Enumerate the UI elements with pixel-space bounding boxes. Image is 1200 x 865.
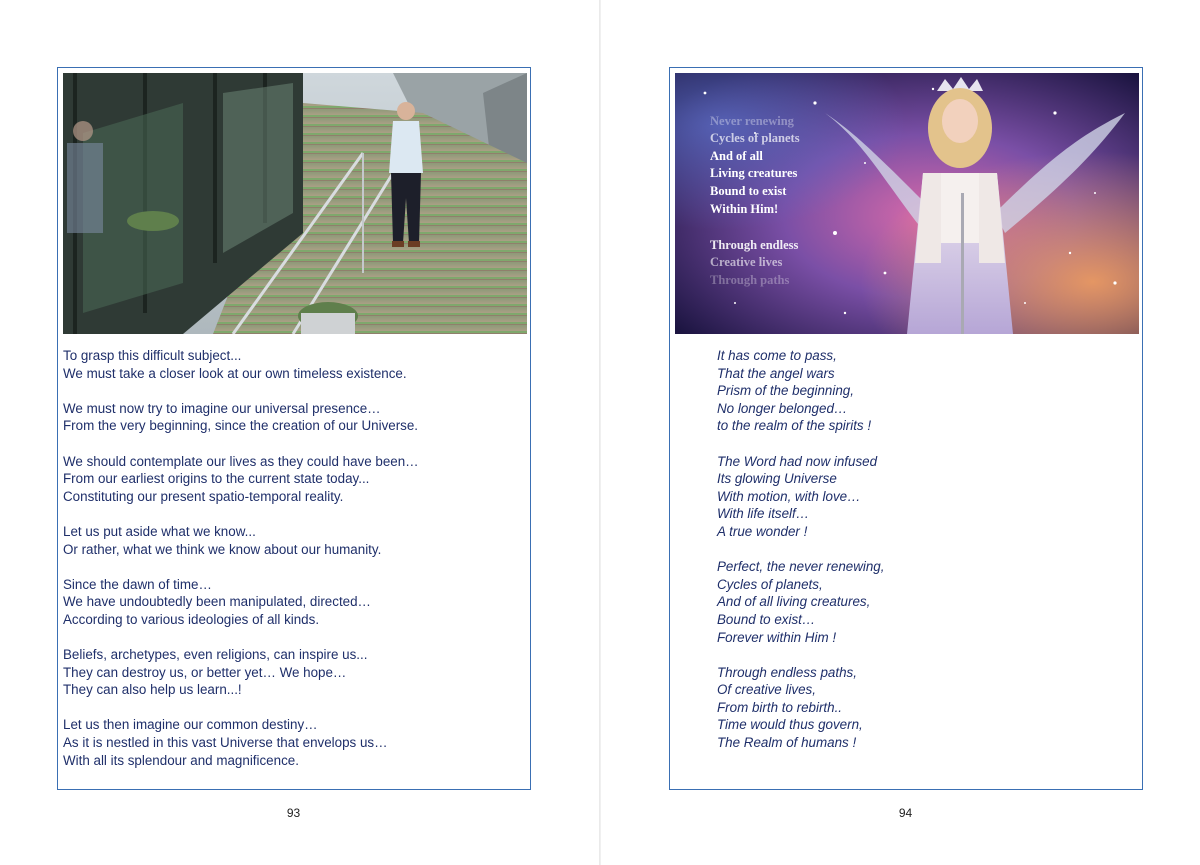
cosmic-angel-photo bbox=[675, 73, 1139, 334]
text-line: We should contemplate our lives as they could have been… bbox=[63, 453, 419, 469]
overlay-line: Bound to exist bbox=[710, 184, 787, 198]
poem-line: Perfect, the never renewing, bbox=[717, 559, 885, 575]
text-line: They can destroy us, or better yet… We hope… bbox=[63, 664, 347, 680]
stanza bbox=[717, 558, 1117, 646]
text-line: We have undoubtedly been manipulated, directed… bbox=[63, 594, 371, 610]
poem-line: The Realm of humans ! bbox=[717, 735, 857, 751]
poem-line: And of all living creatures, bbox=[717, 594, 871, 610]
poem-line: Its glowing Universe bbox=[717, 471, 837, 487]
overlay-line: Through paths bbox=[710, 273, 790, 287]
overlay-line: Never renewing bbox=[710, 114, 794, 128]
right-page bbox=[601, 0, 1200, 865]
overlay-line: Within Him! bbox=[710, 202, 779, 216]
staircase-photo bbox=[63, 73, 527, 334]
page-number: 94 bbox=[898, 806, 913, 820]
cosmic-angel-illustration bbox=[675, 73, 1139, 334]
poem-line: to the realm of the spirits ! bbox=[717, 418, 872, 434]
poem-line: With motion, with love… bbox=[717, 488, 861, 504]
poem-line: Of creative lives, bbox=[717, 682, 816, 698]
poem-line: Bound to exist… bbox=[717, 611, 816, 627]
stanza bbox=[63, 646, 523, 699]
poem-line: From birth to rebirth.. bbox=[717, 699, 843, 715]
poem-line: Forever within Him ! bbox=[717, 629, 837, 645]
stanza bbox=[717, 664, 1117, 752]
text-line: Or rather, what we think we know about our humanity. bbox=[63, 541, 382, 557]
poem-line: Cycles of planets, bbox=[717, 576, 823, 592]
text-line: To grasp this difficult subject... bbox=[63, 348, 242, 363]
overlay-line: Creative lives bbox=[710, 255, 783, 269]
text-line: Since the dawn of time… bbox=[63, 576, 212, 592]
stanza bbox=[717, 453, 1117, 541]
overlay-line: Living creatures bbox=[710, 166, 798, 180]
right-page-frame bbox=[669, 67, 1143, 790]
poem-line: Prism of the beginning, bbox=[717, 383, 854, 399]
left-page-frame bbox=[57, 67, 531, 790]
poem-line: No longer belonged… bbox=[717, 400, 848, 416]
left-page-text bbox=[63, 347, 523, 787]
poem-line: That the angel wars bbox=[717, 365, 835, 381]
poem-line: Through endless paths, bbox=[717, 664, 857, 680]
page-number: 93 bbox=[286, 806, 301, 820]
overlay-line: And of all bbox=[710, 149, 763, 163]
staircase-photo-illustration bbox=[63, 73, 527, 334]
text-line: According to various ideologies of all kinds. bbox=[63, 611, 320, 627]
text-line: As it is nestled in this vast Universe that envelops us… bbox=[63, 735, 388, 751]
text-line: Let us put aside what we know... bbox=[63, 523, 256, 539]
stanza bbox=[63, 576, 523, 629]
left-page bbox=[0, 0, 599, 865]
poem-line: It has come to pass, bbox=[717, 348, 837, 363]
stanza bbox=[63, 347, 523, 382]
poem-line: Time would thus govern, bbox=[717, 717, 863, 733]
text-line: With all its splendour and magnificence. bbox=[63, 752, 299, 768]
poem-line: A true wonder ! bbox=[717, 523, 808, 539]
stanza bbox=[63, 453, 523, 506]
poem-line: The Word had now infused bbox=[717, 453, 878, 469]
stanza bbox=[717, 347, 1117, 435]
stanza bbox=[63, 716, 523, 769]
overlay-line: Cycles of planets bbox=[710, 131, 800, 145]
text-line: They can also help us learn...! bbox=[63, 682, 242, 698]
right-page-poem bbox=[717, 347, 1117, 769]
stanza bbox=[63, 523, 523, 558]
text-line: From the very beginning, since the creation of our Universe. bbox=[63, 418, 419, 434]
text-line: Constituting our present spatio-temporal reality. bbox=[63, 488, 344, 504]
text-line: Let us then imagine our common destiny… bbox=[63, 717, 318, 733]
overlay-line: Through endless bbox=[710, 238, 799, 252]
text-line: We must take a closer look at our own timeless existence. bbox=[63, 365, 407, 381]
text-line: Beliefs, archetypes, even religions, can inspire us... bbox=[63, 647, 368, 663]
poem-line: With life itself… bbox=[717, 506, 810, 522]
stanza bbox=[63, 400, 523, 435]
text-line: We must now try to imagine our universal presence… bbox=[63, 400, 381, 416]
text-line: From our earliest origins to the current state today... bbox=[63, 471, 370, 487]
